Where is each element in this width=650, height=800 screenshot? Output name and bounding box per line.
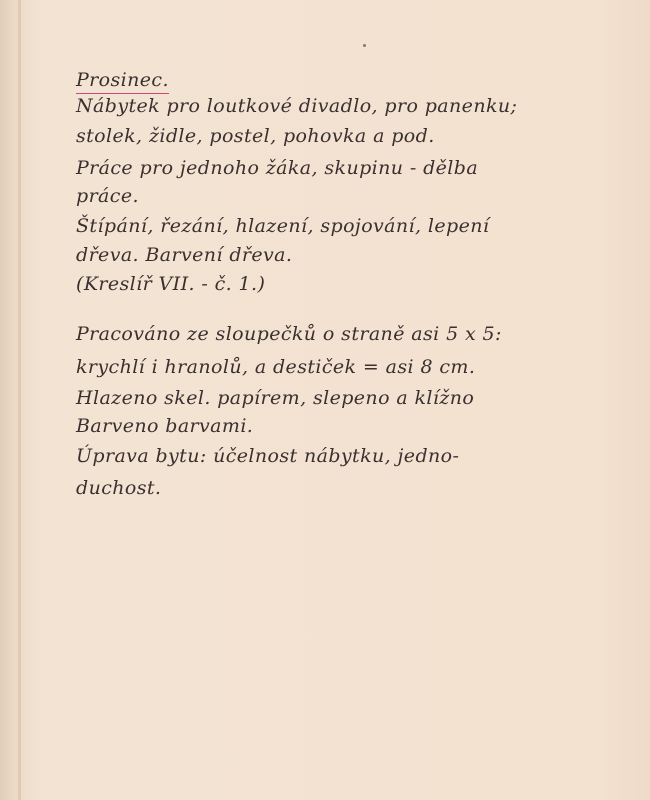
text-line: Nábytek pro loutkové divadlo, pro panenku; bbox=[76, 95, 518, 117]
text-line: Úprava bytu: účelnost nábytku, jedno- bbox=[76, 445, 460, 467]
text-line: Barveno barvami. bbox=[76, 415, 254, 437]
page-title: Prosinec. bbox=[76, 68, 169, 94]
text-line: Pracováno ze sloupečků o straně asi 5 x 5: bbox=[76, 323, 502, 345]
text-line: práce. bbox=[76, 185, 139, 207]
text-line: Štípání, řezání, hlazení, spojování, lepení bbox=[76, 215, 490, 237]
text-line: duchost. bbox=[76, 477, 162, 499]
text-line: stolek, židle, postel, pohovka a pod. bbox=[76, 125, 435, 147]
text-line: (Kreslíř VII. - č. 1.) bbox=[76, 273, 266, 295]
page-fold-shadow bbox=[18, 0, 21, 800]
text-line: dřeva. Barvení dřeva. bbox=[76, 244, 293, 266]
paper-speck bbox=[363, 44, 366, 47]
text-line: krychlí i hranolů, a destiček = asi 8 cm. bbox=[76, 356, 476, 378]
text-line: Hlazeno skel. papírem, slepeno a klížno bbox=[76, 387, 475, 409]
text-line: Práce pro jednoho žáka, skupinu - dělba bbox=[76, 157, 479, 179]
